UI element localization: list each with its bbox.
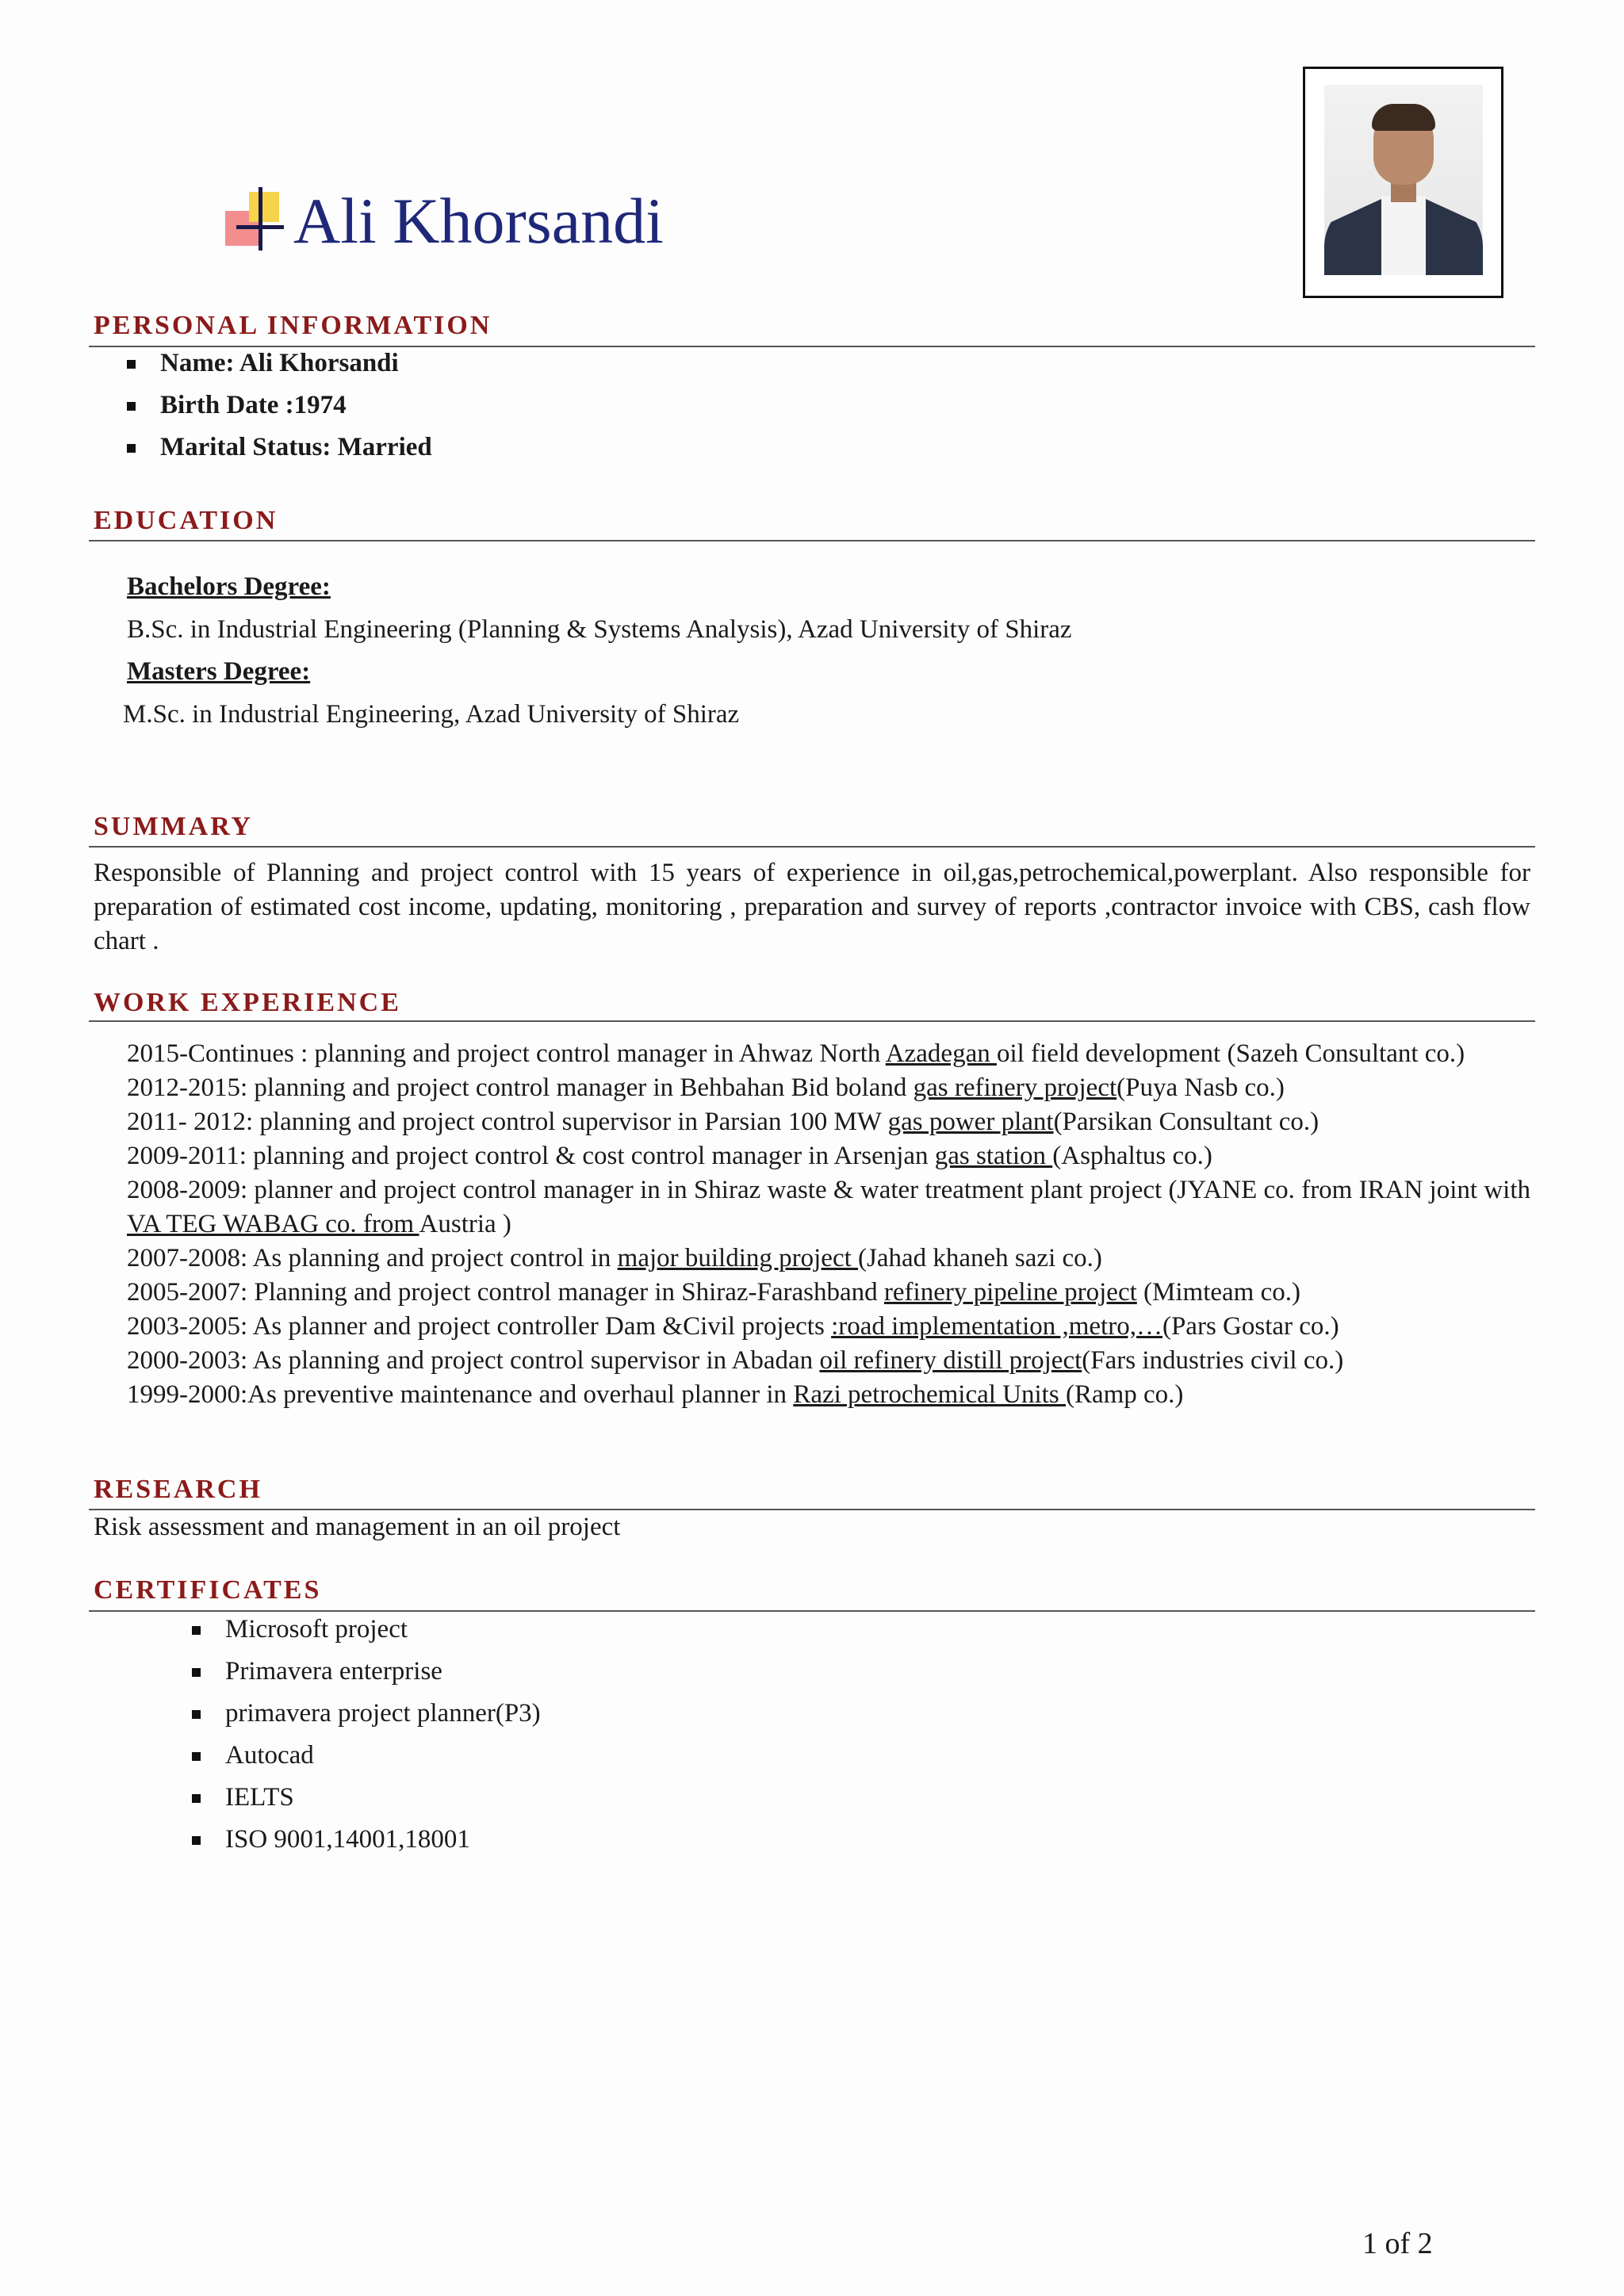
bachelors-heading: Bachelors Degree:	[127, 572, 331, 601]
section-title-research: RESEARCH	[94, 1475, 262, 1504]
portrait-photo-icon	[1324, 85, 1483, 275]
list-item: Primavera enterprise	[192, 1651, 541, 1693]
section-title-education: EDUCATION	[94, 506, 278, 535]
work-link[interactable]: refinery pipeline project	[883, 1278, 1137, 1307]
work-entry: 2011- 2012: planning and project control supervisor in Parsian 100 MW gas power plant(Parsikan Consultant co.)	[127, 1108, 1320, 1136]
resume-name: Ali Khorsandi	[293, 185, 664, 257]
list-item: Name: Ali Khorsandi	[127, 342, 432, 385]
section-divider	[89, 1020, 1535, 1022]
work-link[interactable]: :road implementation ,metro,…	[831, 1312, 1162, 1341]
work-entry: 2003-2005: As planner and project controller Dam &Civil projects :road implementation ,metro,…(Pars Gostar co.)	[127, 1312, 1339, 1341]
work-link[interactable]: oil refinery distill project	[819, 1346, 1082, 1375]
list-item: Microsoft project	[192, 1609, 541, 1651]
work-entry: 2007-2008: As planning and project control in major building project (Jahad khaneh sazi co.)	[127, 1244, 1102, 1272]
list-item: Autocad	[192, 1735, 541, 1777]
section-title-personal: PERSONAL INFORMATION	[94, 311, 492, 340]
profile-photo	[1303, 67, 1503, 298]
work-list	[127, 1037, 1530, 1412]
list-item: primavera project planner(P3)	[192, 1693, 541, 1735]
work-link[interactable]: major building project	[617, 1244, 859, 1272]
section-title-work: WORK EXPERIENCE	[94, 988, 401, 1017]
work-link[interactable]: gas refinery project	[913, 1073, 1117, 1102]
section-title-summary: SUMMARY	[94, 812, 254, 841]
personal-list	[127, 342, 432, 469]
bachelors-text: B.Sc. in Industrial Engineering (Planning & Systems Analysis), Azad University of Shiraz	[127, 615, 1072, 644]
list-item: IELTS	[192, 1777, 541, 1819]
work-entry: 2009-2011: planning and project control & cost control manager in Arsenjan gas station (Asphaltus co.)	[127, 1142, 1212, 1170]
work-entry: 2012-2015: planning and project control manager in Behbahan Bid boland gas refinery project(Puya Nasb co.)	[127, 1073, 1285, 1102]
page-number: 1 of 2	[1362, 2227, 1433, 2260]
research-text: Risk assessment and management in an oil project	[94, 1513, 621, 1541]
work-entry: 2008-2009: planner and project control manager in in Shiraz waste & water treatment plant project (JYANE co. from IRAN joint with VA TEG WABAG co. from Austria )	[127, 1176, 1530, 1238]
work-entry: 2005-2007: Planning and project control manager in Shiraz-Farashband refinery pipeline project (Mimteam co.)	[127, 1278, 1300, 1307]
work-entry: 2015-Continues : planning and project control manager in Ahwaz North Azadegan oil field development (Sazeh Consultant co.)	[127, 1039, 1465, 1068]
section-title-certificates: CERTIFICATES	[94, 1575, 322, 1605]
section-divider	[89, 540, 1535, 541]
masters-heading: Masters Degree:	[127, 657, 311, 686]
list-item: Birth Date :1974	[127, 385, 432, 427]
summary-text: Responsible of Planning and project control with 15 years of experience in oil,gas,petrochemical,powerplant. Also responsible for preparation of estimated cost income, updating, monitoring , preparation and survey of reports ,contractor invoice with CBS, cash flow chart .	[94, 859, 1530, 955]
work-entry: 1999-2000:As preventive maintenance and overhaul planner in Razi petrochemical Units (Ramp co.)	[127, 1380, 1184, 1409]
work-link[interactable]: Azadegan	[885, 1039, 997, 1068]
section-divider	[89, 846, 1535, 848]
certificates-list	[192, 1609, 541, 1861]
masters-text: M.Sc. in Industrial Engineering, Azad University of Shiraz	[123, 700, 740, 729]
list-item: Marital Status: Married	[127, 427, 432, 469]
work-link[interactable]: VA TEG WABAG co. from	[127, 1210, 419, 1238]
work-link[interactable]: Razi petrochemical Units	[793, 1380, 1066, 1409]
work-link[interactable]: gas station	[934, 1142, 1053, 1170]
logo-icon	[222, 187, 301, 258]
section-divider	[89, 1509, 1535, 1510]
list-item: ISO 9001,14001,18001	[192, 1819, 541, 1861]
work-entry: 2000-2003: As planning and project control supervisor in Abadan oil refinery distill project(Fars industries civil co.)	[127, 1346, 1344, 1375]
work-link[interactable]: gas power plant	[887, 1108, 1054, 1136]
